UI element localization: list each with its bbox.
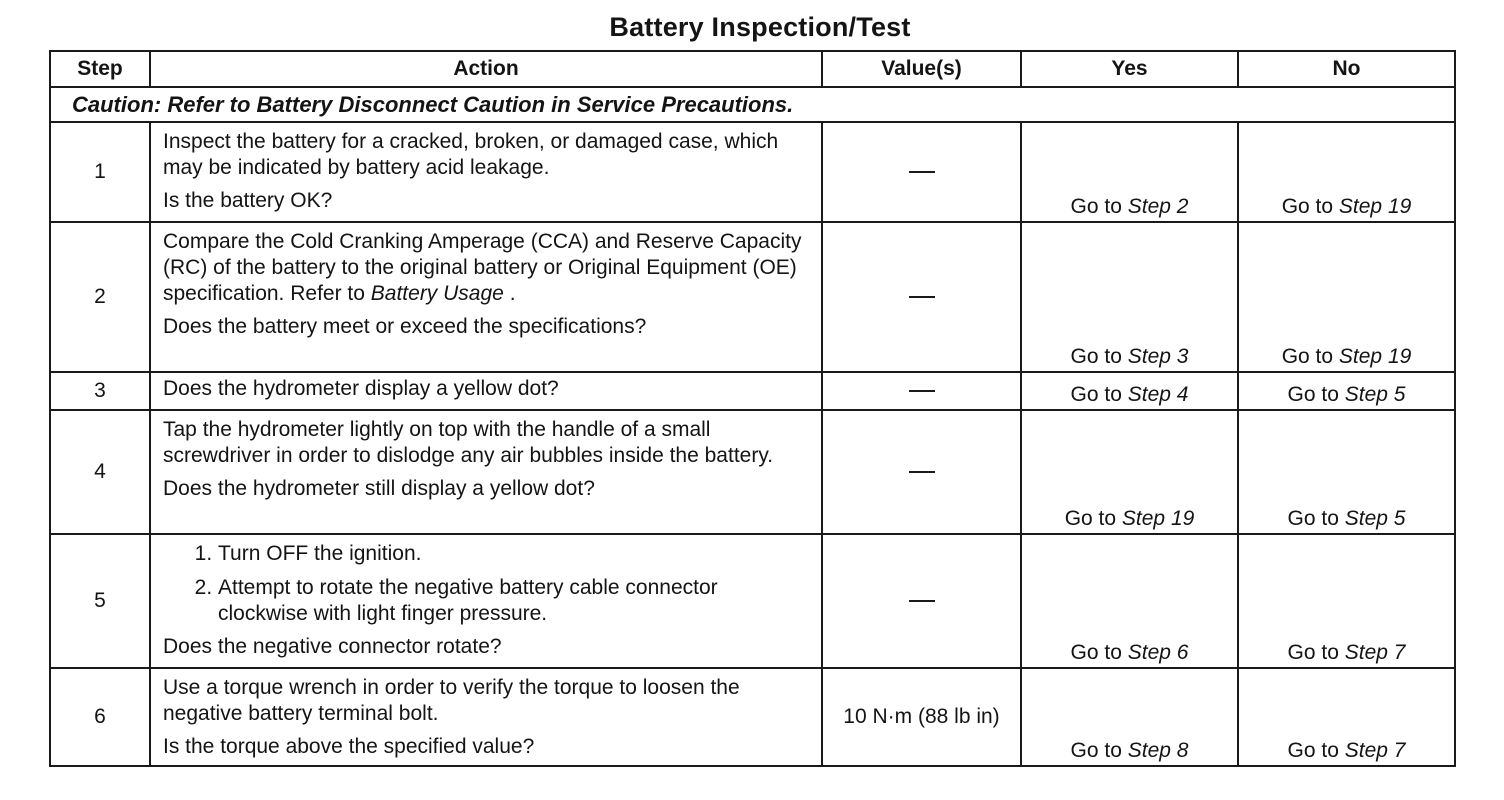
step-number: 6 — [50, 668, 150, 766]
action-question: Does the battery meet or exceed the specifications? — [163, 315, 647, 338]
header-no: No — [1238, 51, 1455, 87]
goto-prefix: Go to — [1287, 641, 1339, 664]
page-title: Battery Inspection/Test — [609, 12, 911, 42]
no-cell — [1238, 222, 1455, 372]
action-text: Inspect the battery for a cracked, broken, or damaged case, which may be indicated by battery acid leakage. — [163, 130, 779, 179]
goto-link[interactable]: Step 3 — [1127, 345, 1189, 368]
battery-usage-ref[interactable]: Battery Usage — [370, 282, 504, 305]
goto-prefix: Go to — [1287, 739, 1339, 762]
action-cell — [150, 534, 822, 668]
action-cell — [150, 410, 822, 534]
action-question: Does the hydrometer display a yellow dot? — [163, 377, 559, 400]
step-number: 3 — [50, 372, 150, 410]
goto-prefix: Go to — [1287, 383, 1339, 406]
table-row — [50, 122, 1455, 222]
value-cell — [822, 372, 1021, 410]
goto-prefix: Go to — [1070, 641, 1122, 664]
goto-link[interactable]: Step 5 — [1344, 507, 1406, 530]
table-row — [50, 668, 1455, 766]
goto-link[interactable]: Step 19 — [1121, 507, 1195, 530]
action-cell — [150, 122, 822, 222]
goto-link[interactable]: Step 6 — [1127, 641, 1189, 664]
not-applicable-dash — [909, 471, 935, 473]
yes-cell — [1021, 372, 1238, 410]
action-text: Compare the Cold Cranking Amperage (CCA) and Reserve Capacity (RC) of the battery to the original battery or Original Equipment (OE) specification. Refer to Battery Usage . — [163, 230, 802, 305]
value-cell — [822, 534, 1021, 668]
header-action: Action — [150, 51, 822, 87]
goto-prefix: Go to — [1070, 739, 1122, 762]
no-cell — [1238, 372, 1455, 410]
value-cell — [822, 410, 1021, 534]
goto-prefix: Go to — [1064, 507, 1117, 530]
goto-link[interactable]: Step 4 — [1127, 383, 1189, 406]
value-cell: 10 N·m (88 lb in) — [822, 668, 1021, 766]
goto-prefix: Go to — [1070, 345, 1122, 368]
action-text: Tap the hydrometer lightly on top with the handle of a small screwdriver in order to dislodge any air bubbles inside the battery. — [163, 418, 774, 467]
step-number: 2 — [50, 222, 150, 372]
goto-prefix: Go to — [1287, 507, 1339, 530]
no-cell — [1238, 668, 1455, 766]
action-cell — [150, 372, 822, 410]
header-step: Step — [50, 51, 150, 87]
table-row — [50, 222, 1455, 372]
goto-link[interactable]: Step 7 — [1344, 641, 1406, 664]
step-number: 5 — [50, 534, 150, 668]
table-row — [50, 534, 1455, 668]
no-cell — [1238, 122, 1455, 222]
value-cell — [822, 222, 1021, 372]
step-number: 4 — [50, 410, 150, 534]
goto-prefix: Go to — [1070, 383, 1122, 406]
yes-cell — [1021, 410, 1238, 534]
header-values: Value(s) — [822, 51, 1021, 87]
table-row — [50, 410, 1455, 534]
yes-cell — [1021, 222, 1238, 372]
table-row — [50, 372, 1455, 410]
procedure-table — [49, 50, 1456, 767]
not-applicable-dash — [909, 171, 935, 173]
action-text: Use a torque wrench in order to verify the torque to loosen the negative battery terminal bolt. — [163, 676, 740, 725]
no-cell — [1238, 534, 1455, 668]
caution-row — [50, 87, 1455, 122]
header-row — [50, 51, 1455, 87]
action-cell — [150, 668, 822, 766]
goto-prefix: Go to — [1070, 195, 1122, 218]
goto-prefix: Go to — [1281, 195, 1334, 218]
action-cell — [150, 222, 822, 372]
goto-prefix: Go to — [1281, 345, 1334, 368]
sub-step-list — [163, 541, 813, 627]
action-question: Is the battery OK? — [163, 189, 333, 212]
header-yes: Yes — [1021, 51, 1238, 87]
yes-cell — [1021, 668, 1238, 766]
caution-text: Caution: Refer to Battery Disconnect Caution in Service Precautions. — [50, 87, 1455, 122]
goto-link[interactable]: Step 19 — [1338, 195, 1412, 218]
goto-link[interactable]: Step 5 — [1344, 383, 1406, 406]
goto-link[interactable]: Step 8 — [1127, 739, 1189, 762]
action-question: Does the hydrometer still display a yellow dot? — [163, 477, 595, 500]
goto-link[interactable]: Step 19 — [1338, 345, 1412, 368]
action-question: Is the torque above the specified value? — [163, 735, 535, 758]
goto-link[interactable]: Step 7 — [1344, 739, 1406, 762]
yes-cell — [1021, 534, 1238, 668]
step-number: 1 — [50, 122, 150, 222]
action-question: Does the negative connector rotate? — [163, 635, 502, 658]
goto-link[interactable]: Step 2 — [1127, 195, 1189, 218]
not-applicable-dash — [909, 390, 935, 392]
sub-step: 2. Attempt to rotate the negative battery cable connector clockwise with light finger pressure. — [218, 575, 813, 627]
sub-step: 1. Turn OFF the ignition. — [218, 541, 813, 567]
no-cell — [1238, 410, 1455, 534]
not-applicable-dash — [909, 296, 935, 298]
yes-cell — [1021, 122, 1238, 222]
value-cell — [822, 122, 1021, 222]
not-applicable-dash — [909, 600, 935, 602]
